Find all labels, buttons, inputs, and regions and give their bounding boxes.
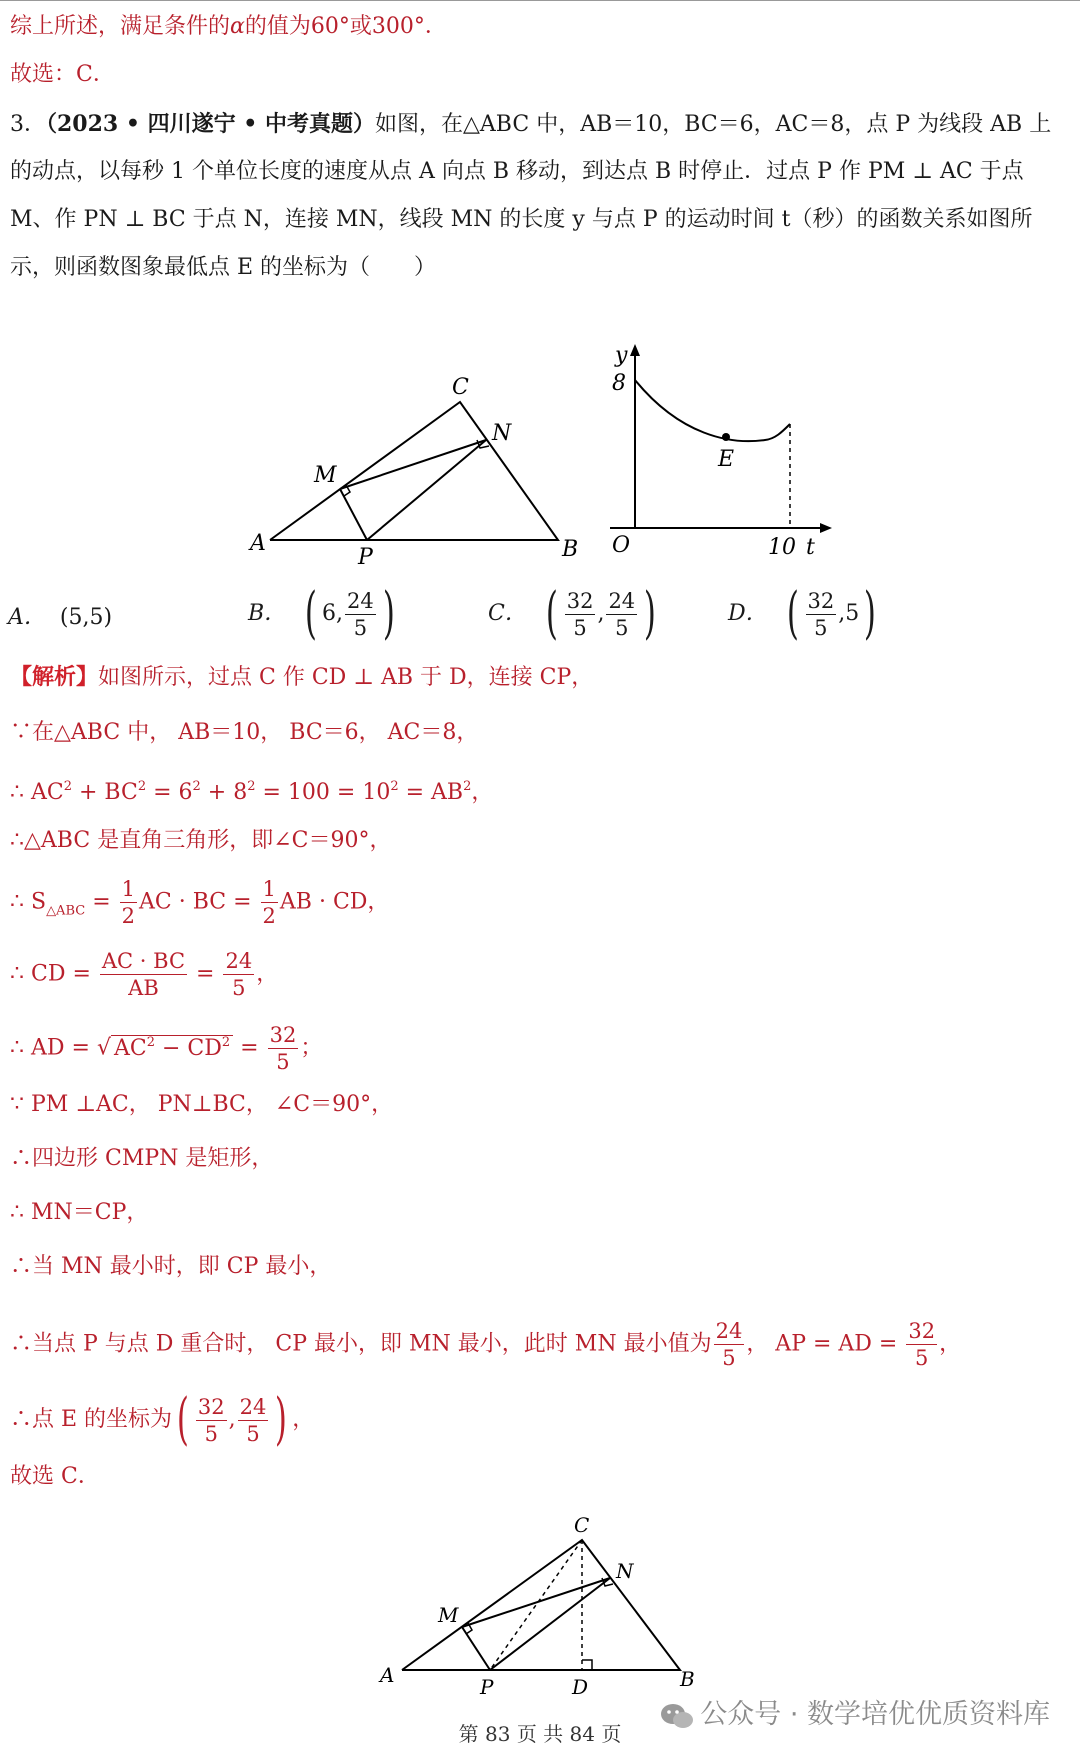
question-line-4: 示，则函数图象最低点 E 的坐标为（ ） [10,255,437,280]
fig1-label-a: A [250,531,266,556]
fig2-label-a: A [380,1663,395,1687]
solution-step-7: ∵ PM ⊥AC， PN⊥BC， ∠C＝90°， [10,1092,394,1117]
solution-step-5: ∴ CD = $\frac{AC \cdot BC}{AB}$ = $\frac{24}{5}$ ， [10,949,279,1000]
solution-answer: 故选 C． [10,1464,100,1489]
solution-step-6: ∴ AD = √ $AC^2 - CD^2$ = $\frac{32}{5}$ ； [10,1023,323,1074]
segment-pn-2 [490,1578,610,1670]
prev-answer: 故选：C． [10,62,115,87]
option-b: B． ( 6, $\frac{24}{5}$ ) [248,581,395,646]
fig2-label-b: B [680,1667,695,1691]
graph-label-y: y [615,343,628,368]
question-line-3: M、作 PN ⊥ BC 于点 N，连接 MN，线段 MN 的长度 y 与点 P 的运动时间 t（秒）的函数关系如图所 [10,207,1033,232]
solution-intro: 【解析】如图所示，过点 C 作 CD ⊥ AB 于 D，连接 CP， [10,664,594,690]
option-c: C． ( $\frac{32}{5}$ , $\frac{24}{5}$ ) [488,581,657,646]
fig1-label-b: B [562,537,579,562]
solution-step-8: ∴四边形 CMPN 是矩形， [10,1146,274,1171]
fig1-label-n: N [492,421,512,446]
function-curve [635,380,790,441]
option-a: A． (5,5) [8,605,113,630]
fig1-label-m: M [314,463,337,488]
segment-cp [490,1540,582,1670]
solution-step-2: ∴ $AC^2 + BC^2 = 6^2 + 8^2 = 100 = 10^2 = AB^2$， [10,779,494,805]
watermark: 公众号 · 数学培优优质资料库 [660,1692,1050,1731]
solution-step-9: ∴ MN＝CP， [10,1200,149,1225]
function-graph [600,340,840,560]
fig2-label-c: C [574,1513,590,1537]
triangle-figure [240,360,580,570]
solution-step-1: ∵在△ABC 中， AB＝10， BC＝6， AC＝8， [10,720,479,745]
graph-label-e: E [718,447,735,472]
solution-step-10: ∴当 MN 最小时，即 CP 最小， [10,1254,332,1279]
y-axis-arrow [630,344,640,356]
top-rule [0,0,1080,1]
segment-mn-2 [462,1578,610,1627]
fig2-label-p: P [480,1675,494,1699]
fig1-label-c: C [452,375,469,400]
question-line-2: 的动点，以每秒 1 个单位长度的速度从点 A 向点 B 移动，到达点 B 时停止．过点 P 作 PM ⊥ AC 于点 [10,159,1024,184]
solution-step-4: ∴ $S_{\triangle ABC}$ = $\frac{1}{2}$ AC · BC = $\frac{1}{2}$ AB · CD， [10,877,390,928]
graph-label-o: O [612,533,631,558]
right-angle-d [582,1660,592,1670]
prev-conclusion: 综上所述，满足条件的α的值为60°或300°． [10,14,447,39]
fig2-label-n: N [616,1559,634,1583]
t-axis-arrow [820,523,832,533]
fig1-label-p: P [358,545,373,570]
solution-step-11: ∴当点 P 与点 D 重合时， CP 最小，即 MN 最小，此时 MN 最小值为 $\frac{24}{5}$ ， AP = AD = $\frac{32}{5}$ ， [10,1319,962,1370]
fig2-label-m: M [438,1603,459,1627]
point-e [722,433,730,441]
segment-pm [340,489,367,540]
option-d: D． ( $\frac{32}{5}$ ,5) [728,581,877,646]
page-footer: 第 83 页 共 84 页 [458,1722,622,1746]
solution-step-3: ∴△ABC 是直角三角形，即∠C＝90°， [10,828,392,853]
solution-figure [370,1510,710,1705]
segment-mn [340,440,486,489]
question-line-1: 3．（2023 • 四川遂宁 • 中考真题）如图，在△ABC 中，AB＝10，BC＝6，AC＝8，点 P 为线段 AB 上 [10,111,1052,137]
graph-label-8: 8 [612,371,626,396]
fig2-label-d: D [572,1675,589,1699]
graph-label-10: 10 [768,535,796,560]
solution-step-12: ∴点 E 的坐标为( $\frac{32}{5}$ , $\frac{24}{5}$ ) ， [10,1387,315,1452]
segment-pn [367,440,486,540]
graph-label-t: t [806,535,815,560]
